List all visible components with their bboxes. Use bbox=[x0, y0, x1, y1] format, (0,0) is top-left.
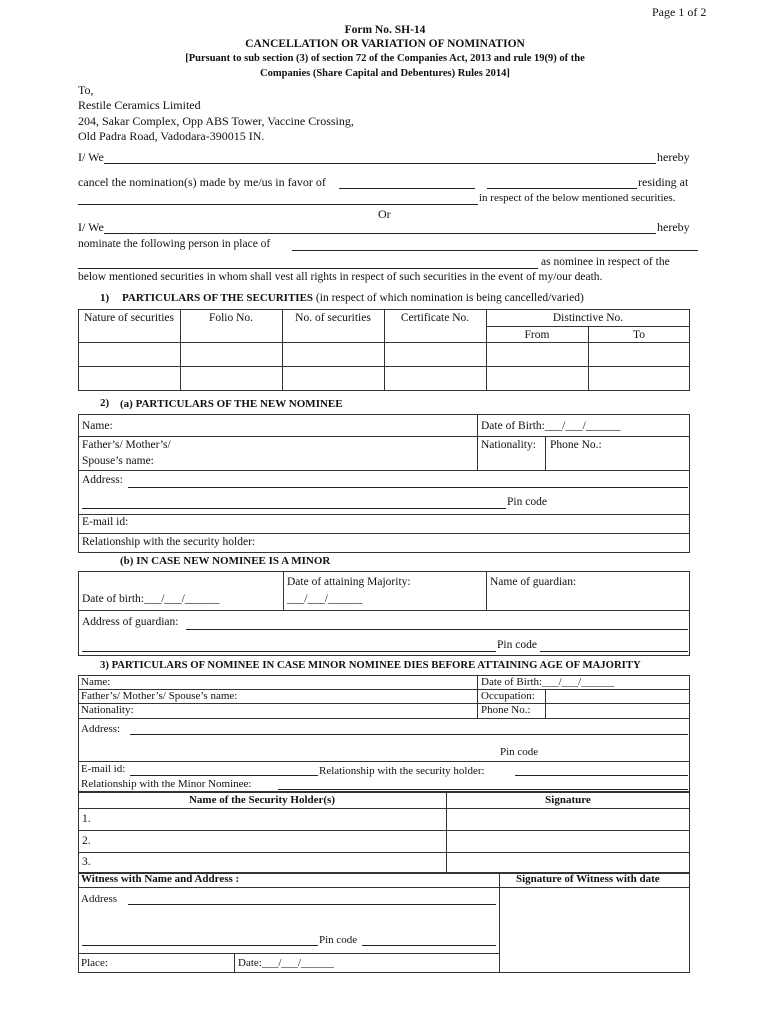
i-we-name-field-2[interactable] bbox=[104, 233, 656, 234]
witness-signature-area[interactable] bbox=[500, 888, 689, 972]
section-3-heading: 3) PARTICULARS OF NOMINEE IN CASE MINOR NOMINEE DIES BEFORE ATTAINING AGE OF MAJORITY bbox=[100, 659, 641, 671]
sub-nominee-name-label: Name: bbox=[81, 676, 111, 688]
col-nature-of-securities: Nature of securities bbox=[83, 312, 175, 324]
securities-row-2[interactable] bbox=[79, 367, 689, 390]
page-number: Page 1 of 2 bbox=[652, 5, 707, 19]
sub-nominee-address-field[interactable] bbox=[130, 734, 688, 735]
company-address-2: Old Padra Road, Vadodara-390015 IN. bbox=[78, 129, 265, 143]
section-2-number: 2) bbox=[100, 397, 110, 409]
nominee-name-label: Name: bbox=[82, 420, 113, 432]
holder-row-3[interactable]: 3. bbox=[82, 856, 91, 868]
guardian-address-field[interactable] bbox=[186, 629, 688, 630]
sub-nominee-relationship-holder-label: Relationship with the security holder: bbox=[319, 765, 485, 777]
col-from: From bbox=[524, 329, 550, 341]
guardian-pincode-field[interactable] bbox=[540, 651, 688, 652]
col-distinctive-no: Distinctive No. bbox=[552, 312, 624, 324]
nominee-parent-label: Father’s/ Mother’s/ bbox=[82, 439, 171, 451]
col-certificate-no: Certificate No. bbox=[400, 312, 470, 324]
form-number: Form No. SH-14 bbox=[344, 24, 426, 36]
nominate-text: nominate the following person in place of bbox=[78, 238, 271, 250]
nominee-name-field[interactable] bbox=[78, 268, 538, 269]
sub-nominee-phone-label: Phone No.: bbox=[481, 704, 531, 716]
col-signature: Signature bbox=[545, 794, 591, 806]
below-mentioned-text: below mentioned securities in whom shall vest all rights in respect of such securities in the event of my/our death. bbox=[78, 271, 603, 283]
cancel-text: cancel the nomination(s) made by me/us in favor of bbox=[78, 175, 326, 189]
nominee-dob-label: Date of Birth:___/___/______ bbox=[481, 420, 621, 432]
witness-address-label: Address bbox=[81, 893, 118, 905]
col-folio-no: Folio No. bbox=[208, 312, 254, 324]
pursuant-line-1: [Pursuant to sub section (3) of section 72 of the Companies Act, 2013 and rule 19(9) of the bbox=[185, 53, 585, 64]
sub-nominee-nationality-label: Nationality: bbox=[81, 704, 134, 716]
nominee-nationality-label: Nationality: bbox=[481, 439, 536, 451]
sub-nominee-parent-label: Father’s/ Mother’s/ Spouse’s name: bbox=[81, 690, 238, 702]
hereby-label-2: hereby bbox=[657, 220, 690, 234]
guardian-address-field-2[interactable] bbox=[82, 651, 496, 652]
i-we-name-field[interactable] bbox=[104, 163, 656, 164]
majority-date-label: Date of attaining Majority: bbox=[287, 576, 411, 588]
residing-address-field[interactable] bbox=[78, 204, 478, 205]
holder-row-1[interactable]: 1. bbox=[82, 813, 91, 825]
guardian-address-label: Address of guardian: bbox=[82, 616, 179, 628]
i-we-label-2: I/ We bbox=[78, 220, 104, 234]
sub-nominee-email-field[interactable] bbox=[130, 775, 318, 776]
witness-signature-heading: Signature of Witness with date bbox=[516, 873, 660, 885]
cancel-favor-field-2[interactable] bbox=[487, 188, 637, 189]
nominee-spouse-label: Spouse’s name: bbox=[82, 455, 154, 467]
sub-nominee-relationship-minor-label: Relationship with the Minor Nominee: bbox=[81, 778, 252, 790]
nominee-relationship-label: Relationship with the security holder: bbox=[82, 536, 256, 548]
securities-row-1[interactable] bbox=[79, 343, 689, 365]
sub-nominee-relationship-minor-field[interactable] bbox=[278, 789, 688, 790]
col-security-holder-name: Name of the Security Holder(s) bbox=[188, 794, 336, 806]
in-respect-text: in respect of the below mentioned securities. bbox=[479, 192, 676, 204]
form-title: CANCELLATION OR VARIATION OF NOMINATION bbox=[245, 38, 525, 50]
col-no-of-securities: No. of securities bbox=[295, 312, 371, 324]
place-label: Place: bbox=[81, 957, 108, 969]
hereby-label: hereby bbox=[657, 150, 690, 164]
sub-nominee-address-label: Address: bbox=[81, 723, 121, 735]
guardian-name-label: Name of guardian: bbox=[490, 576, 577, 588]
sub-nominee-relationship-holder-field[interactable] bbox=[515, 775, 688, 776]
nominee-email-label: E-mail id: bbox=[82, 516, 129, 528]
nominee-pincode-label: Pin code bbox=[507, 496, 547, 508]
nominee-address-field[interactable] bbox=[128, 487, 688, 488]
section-1-heading: PARTICULARS OF THE SECURITIES (in respect of which nomination is being cancelled/varied) bbox=[122, 292, 584, 304]
or-label: Or bbox=[378, 207, 391, 221]
residing-at-label: residing at bbox=[638, 175, 689, 189]
majority-date-value: ___/___/______ bbox=[287, 593, 363, 605]
witness-pincode-field[interactable] bbox=[362, 945, 496, 946]
sub-nominee-email-label: E-mail id: bbox=[81, 763, 126, 775]
witness-heading: Witness with Name and Address : bbox=[81, 873, 240, 885]
sub-nominee-pincode-label: Pin code bbox=[500, 746, 539, 758]
sub-nominee-dob-label: Date of Birth:___/___/______ bbox=[481, 676, 615, 688]
cancel-favor-field-1[interactable] bbox=[339, 188, 475, 189]
sub-nominee-occupation-label: Occupation: bbox=[481, 690, 535, 702]
company-name: Restile Ceramics Limited bbox=[78, 98, 201, 112]
nominee-phone-label: Phone No.: bbox=[550, 439, 602, 451]
as-nominee-text: as nominee in respect of the bbox=[541, 256, 670, 268]
company-address-1: 204, Sakar Complex, Opp ABS Tower, Vaccine Crossing, bbox=[78, 114, 354, 128]
i-we-label: I/ We bbox=[78, 150, 104, 164]
nominee-address-label: Address: bbox=[82, 474, 123, 486]
nominee-address-field-2[interactable] bbox=[82, 508, 506, 509]
section-1-number: 1) bbox=[100, 292, 110, 304]
witness-address-field-2[interactable] bbox=[82, 945, 318, 946]
minor-dob-label: Date of birth:___/___/______ bbox=[82, 593, 220, 605]
col-to: To bbox=[633, 329, 645, 341]
holder-row-2[interactable]: 2. bbox=[82, 835, 91, 847]
witness-pincode-label: Pin code bbox=[319, 934, 358, 946]
section-2a-heading: (a) PARTICULARS OF THE NEW NOMINEE bbox=[120, 398, 343, 410]
section-2b-heading: (b) IN CASE NEW NOMINEE IS A MINOR bbox=[120, 555, 331, 567]
witness-address-field[interactable] bbox=[128, 904, 496, 905]
to-label: To, bbox=[78, 83, 94, 97]
date-label: Date:___/___/______ bbox=[238, 957, 334, 969]
pursuant-line-2: Companies (Share Capital and Debentures) Rules 2014] bbox=[260, 68, 510, 79]
guardian-pincode-label: Pin code bbox=[497, 639, 537, 651]
nominate-in-place-field[interactable] bbox=[292, 250, 698, 251]
